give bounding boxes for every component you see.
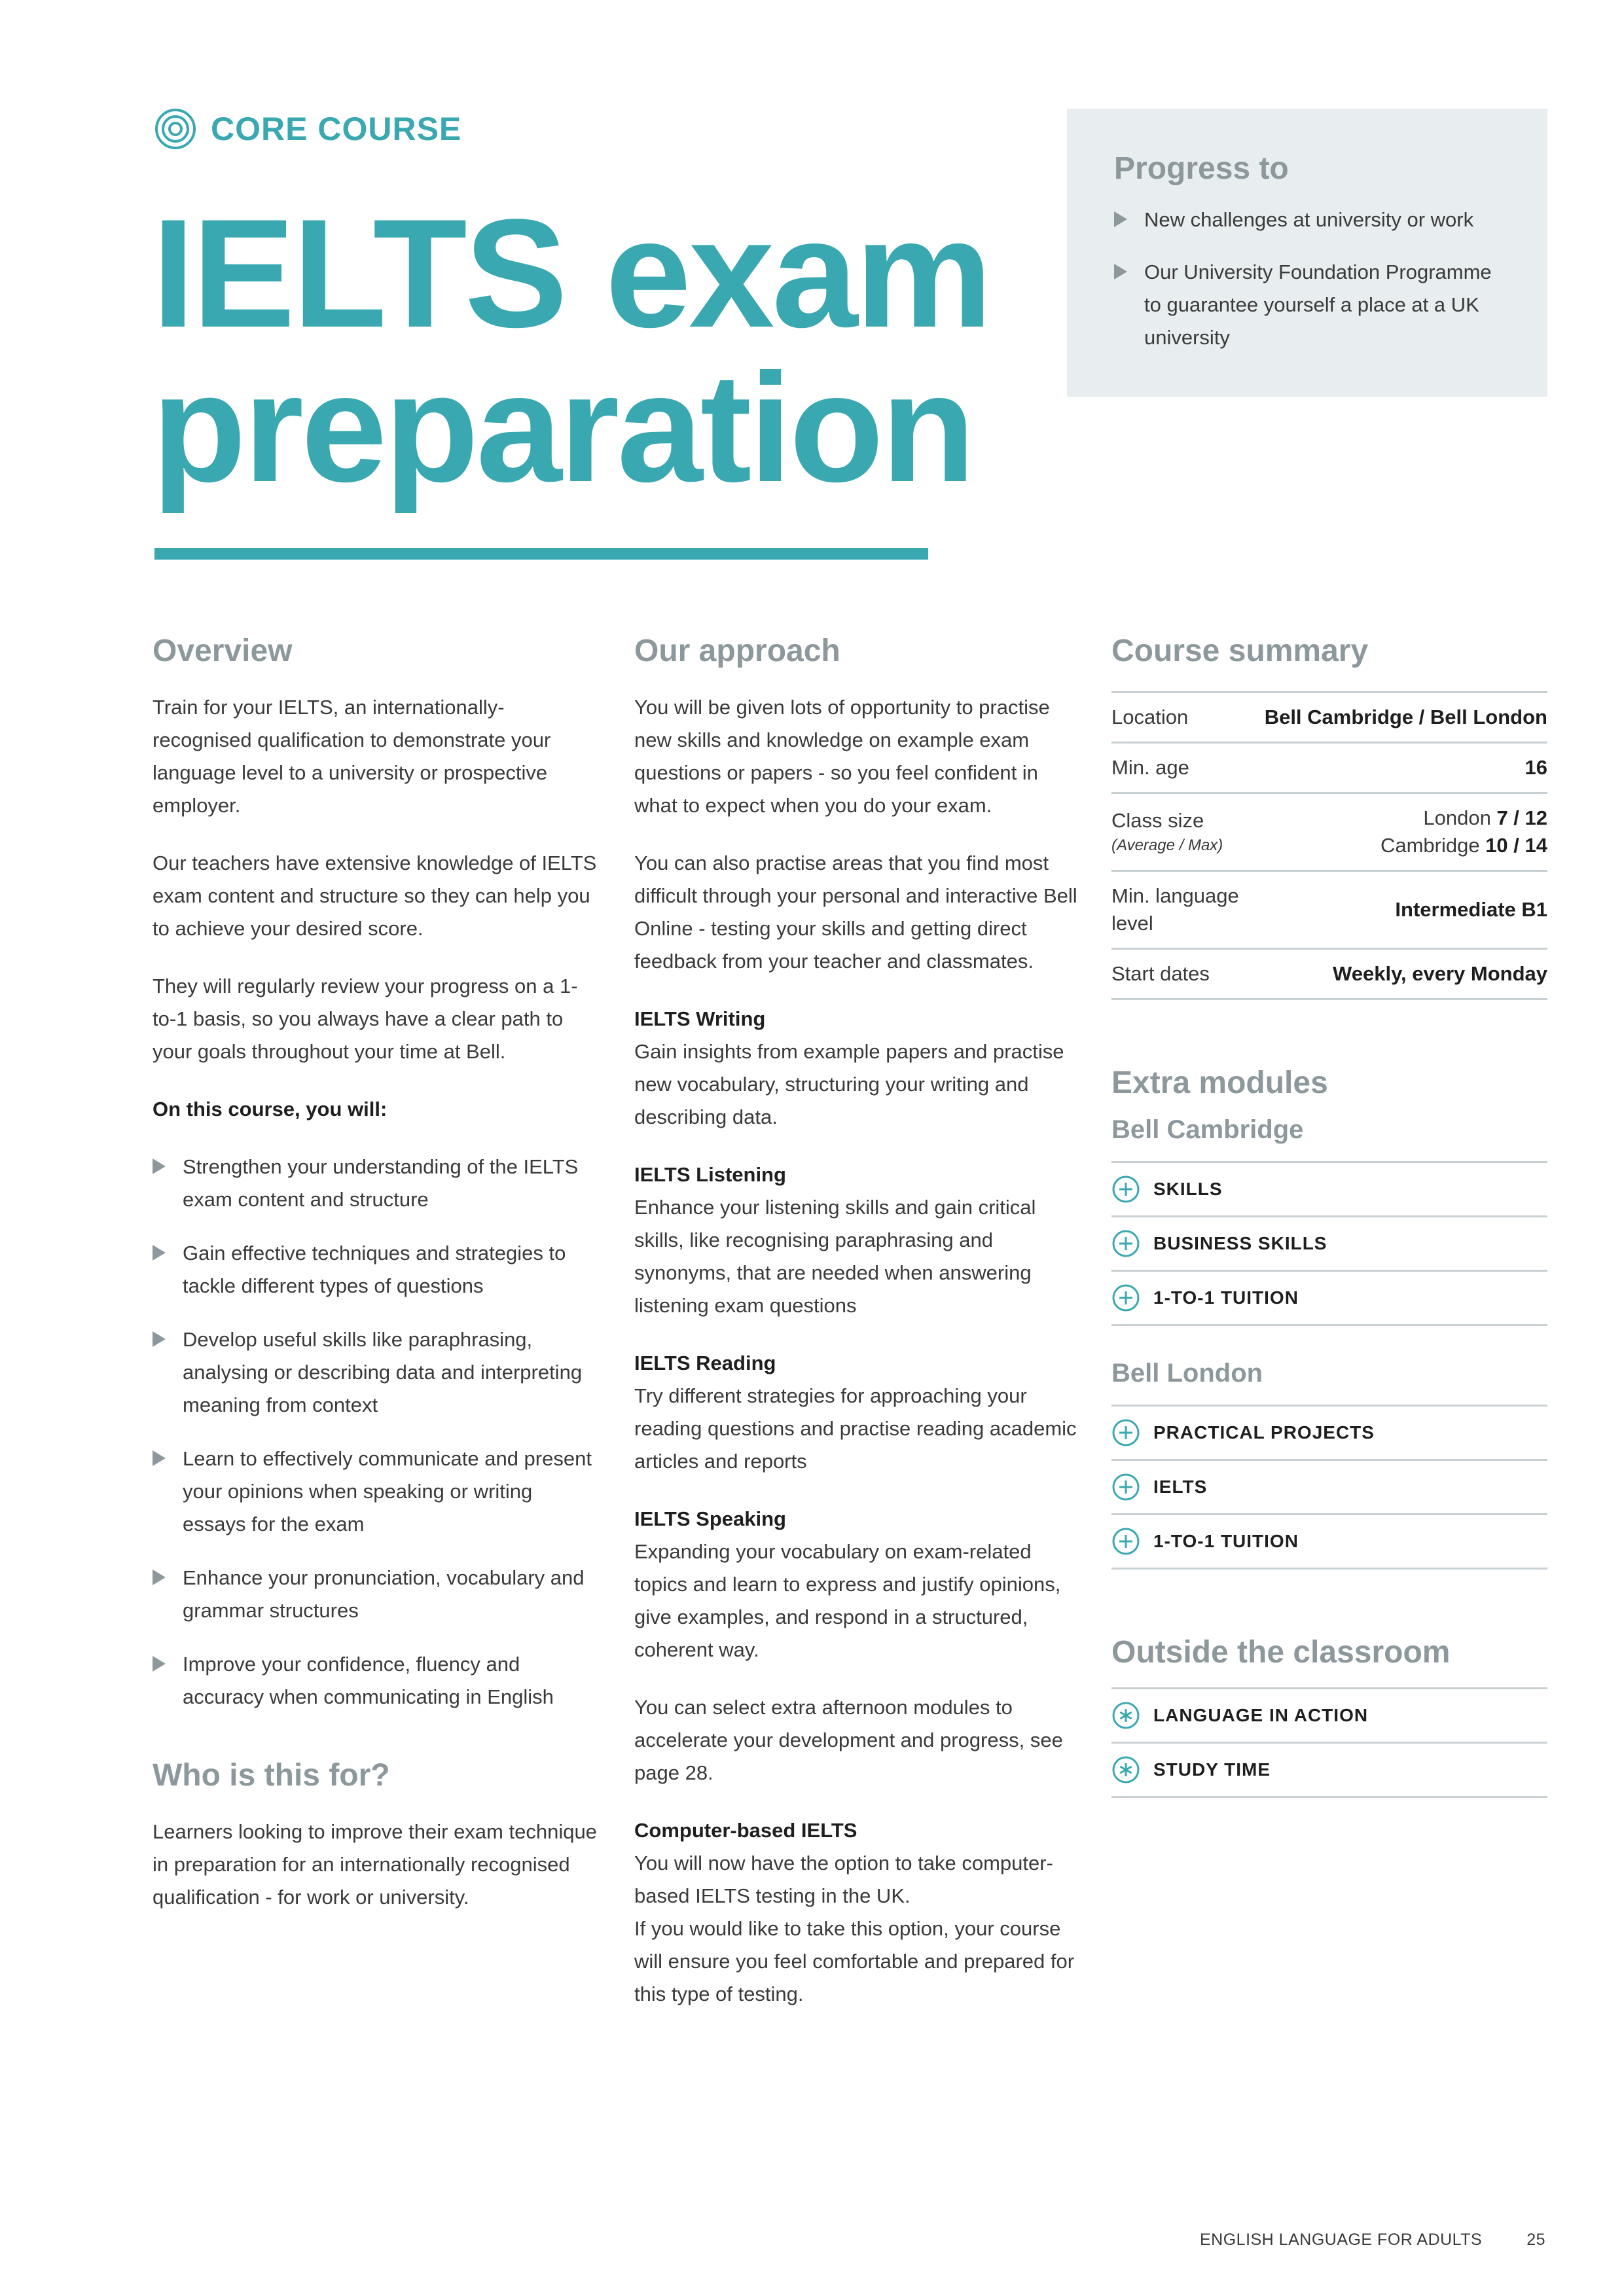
section-text-computer-based-2: If you would like to take this option, your course will ensure you feel comfortable and prepared for this type of testing. bbox=[634, 1917, 1075, 2005]
section-text-listening: Enhance your listening skills and gain critical skills, like recognising paraphrasing and synonyms, that are needed when answering listening exam questions bbox=[634, 1196, 1036, 1317]
approach-column bbox=[634, 628, 1079, 2036]
title-line-1: IELTS exam bbox=[152, 187, 990, 360]
table-row: Min. age 16 bbox=[1111, 744, 1547, 794]
title-underline bbox=[154, 548, 928, 560]
table-row: Class size (Average / Max) London 7 / 12 Cambridge 10 / 14 bbox=[1111, 794, 1547, 872]
page-number: 25 bbox=[1526, 2231, 1545, 2249]
plus-circle-icon bbox=[1111, 1418, 1140, 1447]
target-icon bbox=[154, 108, 196, 150]
approach-paragraph: You can also practise areas that you find most difficult through your personal and interactive Bell Online - testing your skills and getting direct feedback from your teacher and classmates. bbox=[634, 852, 1077, 973]
table-row: Min. language level Intermediate B1 bbox=[1111, 872, 1547, 950]
list-item: IELTS bbox=[1111, 1461, 1547, 1515]
list-item: Enhance your pronunciation, vocabulary and grammar structures bbox=[153, 1562, 598, 1627]
section-heading-listening: IELTS Listening bbox=[634, 1163, 786, 1186]
section-heading-computer-based: Computer-based IELTS bbox=[634, 1819, 857, 1842]
list-item: LANGUAGE IN ACTION bbox=[1111, 1689, 1547, 1744]
section-heading-speaking: IELTS Speaking bbox=[634, 1507, 786, 1530]
section-text-reading: Try different strategies for approaching your reading questions and practise reading academic articles and reports bbox=[634, 1384, 1077, 1473]
section-text-computer-based-1: You will now have the option to take computer-based IELTS testing in the UK. bbox=[634, 1852, 1053, 1907]
list-item: Our University Foundation Programme to guarantee yourself a place at a UK university bbox=[1114, 256, 1500, 354]
list-item: 1-TO-1 TUITION bbox=[1111, 1272, 1547, 1326]
list-item: Improve your confidence, fluency and accuracy when communicating in English bbox=[153, 1648, 598, 1713]
list-item: 1-TO-1 TUITION bbox=[1111, 1515, 1547, 1570]
plus-circle-icon bbox=[1111, 1473, 1140, 1501]
outside-classroom-title: Outside the classroom bbox=[1111, 1635, 1451, 1670]
asterisk-circle-icon bbox=[1111, 1701, 1140, 1730]
progress-box bbox=[1067, 109, 1547, 397]
footer-label: ENGLISH LANGUAGE FOR ADULTS bbox=[1199, 2231, 1483, 2249]
section-text-writing: Gain insights from example papers and practise new vocabulary, structuring your writing and describing data. bbox=[634, 1040, 1064, 1128]
page-title bbox=[152, 187, 1003, 514]
section-text-speaking: Expanding your vocabulary on exam-related topics and learn to express and justify opinions, give examples, and respond in a structured, coherent way. bbox=[634, 1540, 1061, 1661]
list-item: Strengthen your understanding of the IELTS exam content and structure bbox=[153, 1151, 598, 1216]
plus-circle-icon bbox=[1111, 1283, 1140, 1312]
triangle-bullet-icon bbox=[153, 1570, 166, 1585]
list-item: Gain effective techniques and strategies to tackle different types of questions bbox=[153, 1237, 598, 1302]
plus-circle-icon bbox=[1111, 1527, 1140, 1556]
list-item: SKILLS bbox=[1111, 1163, 1547, 1217]
overview-column bbox=[153, 628, 598, 1939]
table-row: Start dates Weekly, every Monday bbox=[1111, 950, 1547, 1000]
page-footer bbox=[1200, 2231, 1545, 2250]
section-heading-writing: IELTS Writing bbox=[634, 1007, 766, 1030]
list-item: New challenges at university or work bbox=[1114, 204, 1500, 236]
overview-paragraph: Train for your IELTS, an internationally-recognised qualification to demonstrate your language level to a university or prospective employer. bbox=[153, 696, 551, 817]
overview-paragraph: They will regularly review your progress on a 1-to-1 basis, so you always have a clear path to your goals throughout your time at Bell. bbox=[153, 975, 578, 1063]
triangle-bullet-icon bbox=[1114, 264, 1127, 279]
bell-cambridge-title: Bell Cambridge bbox=[1111, 1115, 1304, 1144]
london-modules-list bbox=[1111, 1405, 1547, 1570]
who-title: Who is this for? bbox=[153, 1758, 390, 1793]
course-tag bbox=[154, 105, 461, 153]
progress-list bbox=[1114, 204, 1500, 354]
plus-circle-icon bbox=[1111, 1175, 1140, 1204]
overview-paragraph: Our teachers have extensive knowledge of IELTS exam content and structure so they can help you to achieve your desired score. bbox=[153, 852, 597, 940]
section-heading-reading: IELTS Reading bbox=[634, 1352, 776, 1374]
course-outcomes-list bbox=[153, 1151, 598, 1713]
triangle-bullet-icon bbox=[153, 1450, 166, 1466]
plus-circle-icon bbox=[1111, 1229, 1140, 1258]
summary-title: Course summary bbox=[1111, 634, 1369, 668]
outside-classroom-list bbox=[1111, 1687, 1547, 1798]
title-line-2: preparation bbox=[152, 342, 973, 514]
approach-paragraph: You can select extra afternoon modules to accelerate your development and progress, see page 28. bbox=[634, 1696, 1063, 1784]
who-text: Learners looking to improve their exam technique in preparation for an internationally recognised qualification - for work or university. bbox=[153, 1820, 597, 1909]
list-item: Learn to effectively communicate and present your opinions when speaking or writing essays for the exam bbox=[153, 1443, 598, 1541]
asterisk-circle-icon bbox=[1111, 1755, 1140, 1784]
course-tag-label: CORE COURSE bbox=[211, 111, 462, 147]
overview-title: Overview bbox=[153, 634, 293, 668]
summary-column bbox=[1111, 628, 1547, 1827]
progress-title: Progress to bbox=[1114, 151, 1289, 186]
triangle-bullet-icon bbox=[153, 1245, 166, 1261]
triangle-bullet-icon bbox=[153, 1331, 166, 1347]
cambridge-modules-list bbox=[1111, 1161, 1547, 1326]
triangle-bullet-icon bbox=[153, 1158, 166, 1174]
course-list-title: On this course, you will: bbox=[153, 1098, 388, 1121]
table-row: Location Bell Cambridge / Bell London bbox=[1111, 693, 1547, 744]
triangle-bullet-icon bbox=[153, 1656, 166, 1672]
extra-modules-title: Extra modules bbox=[1111, 1066, 1328, 1100]
list-item: Develop useful skills like paraphrasing, analysing or describing data and interpreting meaning from context bbox=[153, 1323, 598, 1422]
approach-title: Our approach bbox=[634, 634, 840, 668]
list-item: STUDY TIME bbox=[1111, 1744, 1547, 1798]
course-summary-table bbox=[1111, 691, 1547, 1000]
bell-london-title: Bell London bbox=[1111, 1359, 1263, 1388]
list-item: BUSINESS SKILLS bbox=[1111, 1217, 1547, 1272]
approach-paragraph: You will be given lots of opportunity to practise new skills and knowledge on example exam questions or papers - so you feel confident in what to expect when you do your exam. bbox=[634, 696, 1050, 817]
list-item: PRACTICAL PROJECTS bbox=[1111, 1407, 1547, 1461]
triangle-bullet-icon bbox=[1114, 211, 1127, 227]
